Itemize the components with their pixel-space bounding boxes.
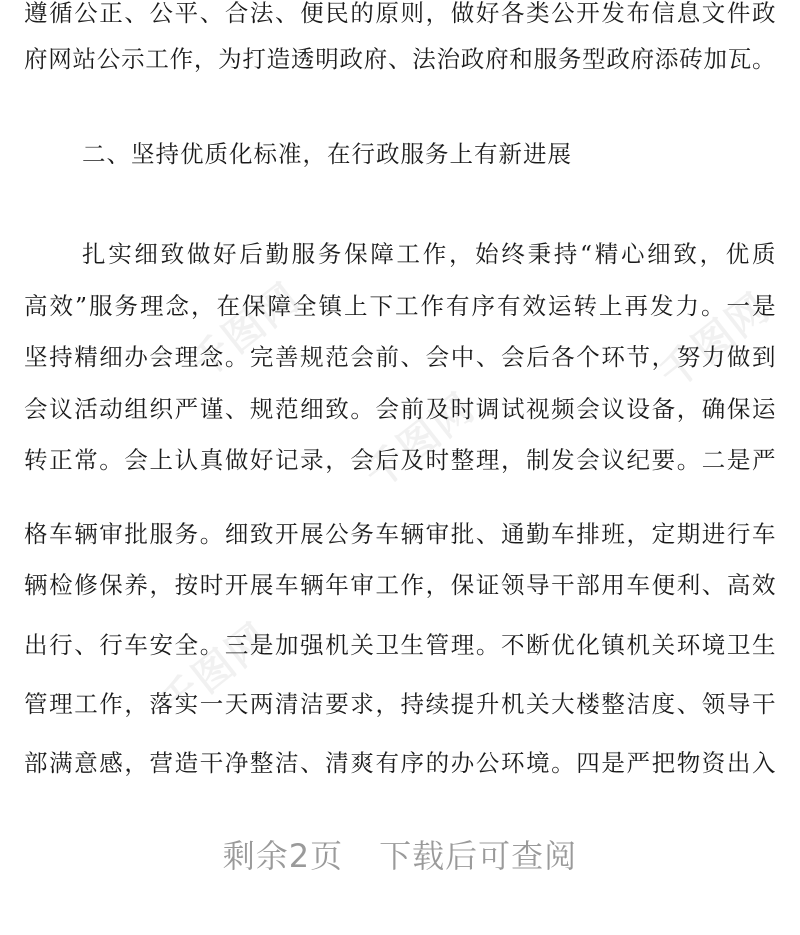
watermark: 千图网 bbox=[181, 274, 309, 389]
text-line: 出行、行车安全。三是加强机关卫生管理。不断优化镇机关环境卫生 bbox=[24, 631, 776, 659]
text-line: 管理工作，落实一天两清洁要求，持续提升机关大楼整洁度、领导干 bbox=[24, 690, 776, 718]
watermark: 千图网 bbox=[356, 384, 484, 499]
text-line: 府网站公示工作，为打造透明政府、法治政府和服务型政府添砖加瓦。 bbox=[24, 45, 776, 73]
text-line: 格车辆审批服务。细致开展公务车辆审批、通勤车排班，定期进行车 bbox=[24, 520, 776, 548]
watermark: 千图网 bbox=[651, 284, 779, 399]
text-line: 遵循公正、公平、合法、便民的原则，做好各类公开发布信息文件政 bbox=[24, 0, 776, 27]
text-line: 部满意感，营造干净整洁、清爽有序的办公环境。四是严把物资出入 bbox=[24, 749, 776, 777]
text-line: 坚持精细办会理念。完善规范会前、会中、会后各个环节，努力做到 bbox=[24, 343, 776, 371]
text-line: 转正常。会上认真做好记录，会后及时整理，制发会议纪要。二是严 bbox=[24, 446, 776, 474]
text-line: 会议活动组织严谨、规范细致。会前及时调试视频会议设备，确保运 bbox=[24, 395, 776, 423]
text-line: 扎实细致做好后勤服务保障工作，始终秉持“精心细致，优质 bbox=[82, 240, 776, 268]
text-line: 辆检修保养，按时开展车辆年审工作，保证领导干部用车便利、高效 bbox=[24, 571, 776, 599]
download-notice[interactable] bbox=[0, 836, 800, 876]
text-line: 高效”服务理念，在保障全镇上下工作有序有效运转上再发力。一是 bbox=[24, 292, 776, 320]
watermark: 千图网 bbox=[151, 614, 279, 729]
remaining-pages-label: 剩余2页 bbox=[222, 837, 344, 875]
section-heading: 二、坚持优质化标准，在行政服务上有新进展 bbox=[82, 140, 572, 168]
download-hint-label: 下载后可查阅 bbox=[379, 837, 578, 875]
